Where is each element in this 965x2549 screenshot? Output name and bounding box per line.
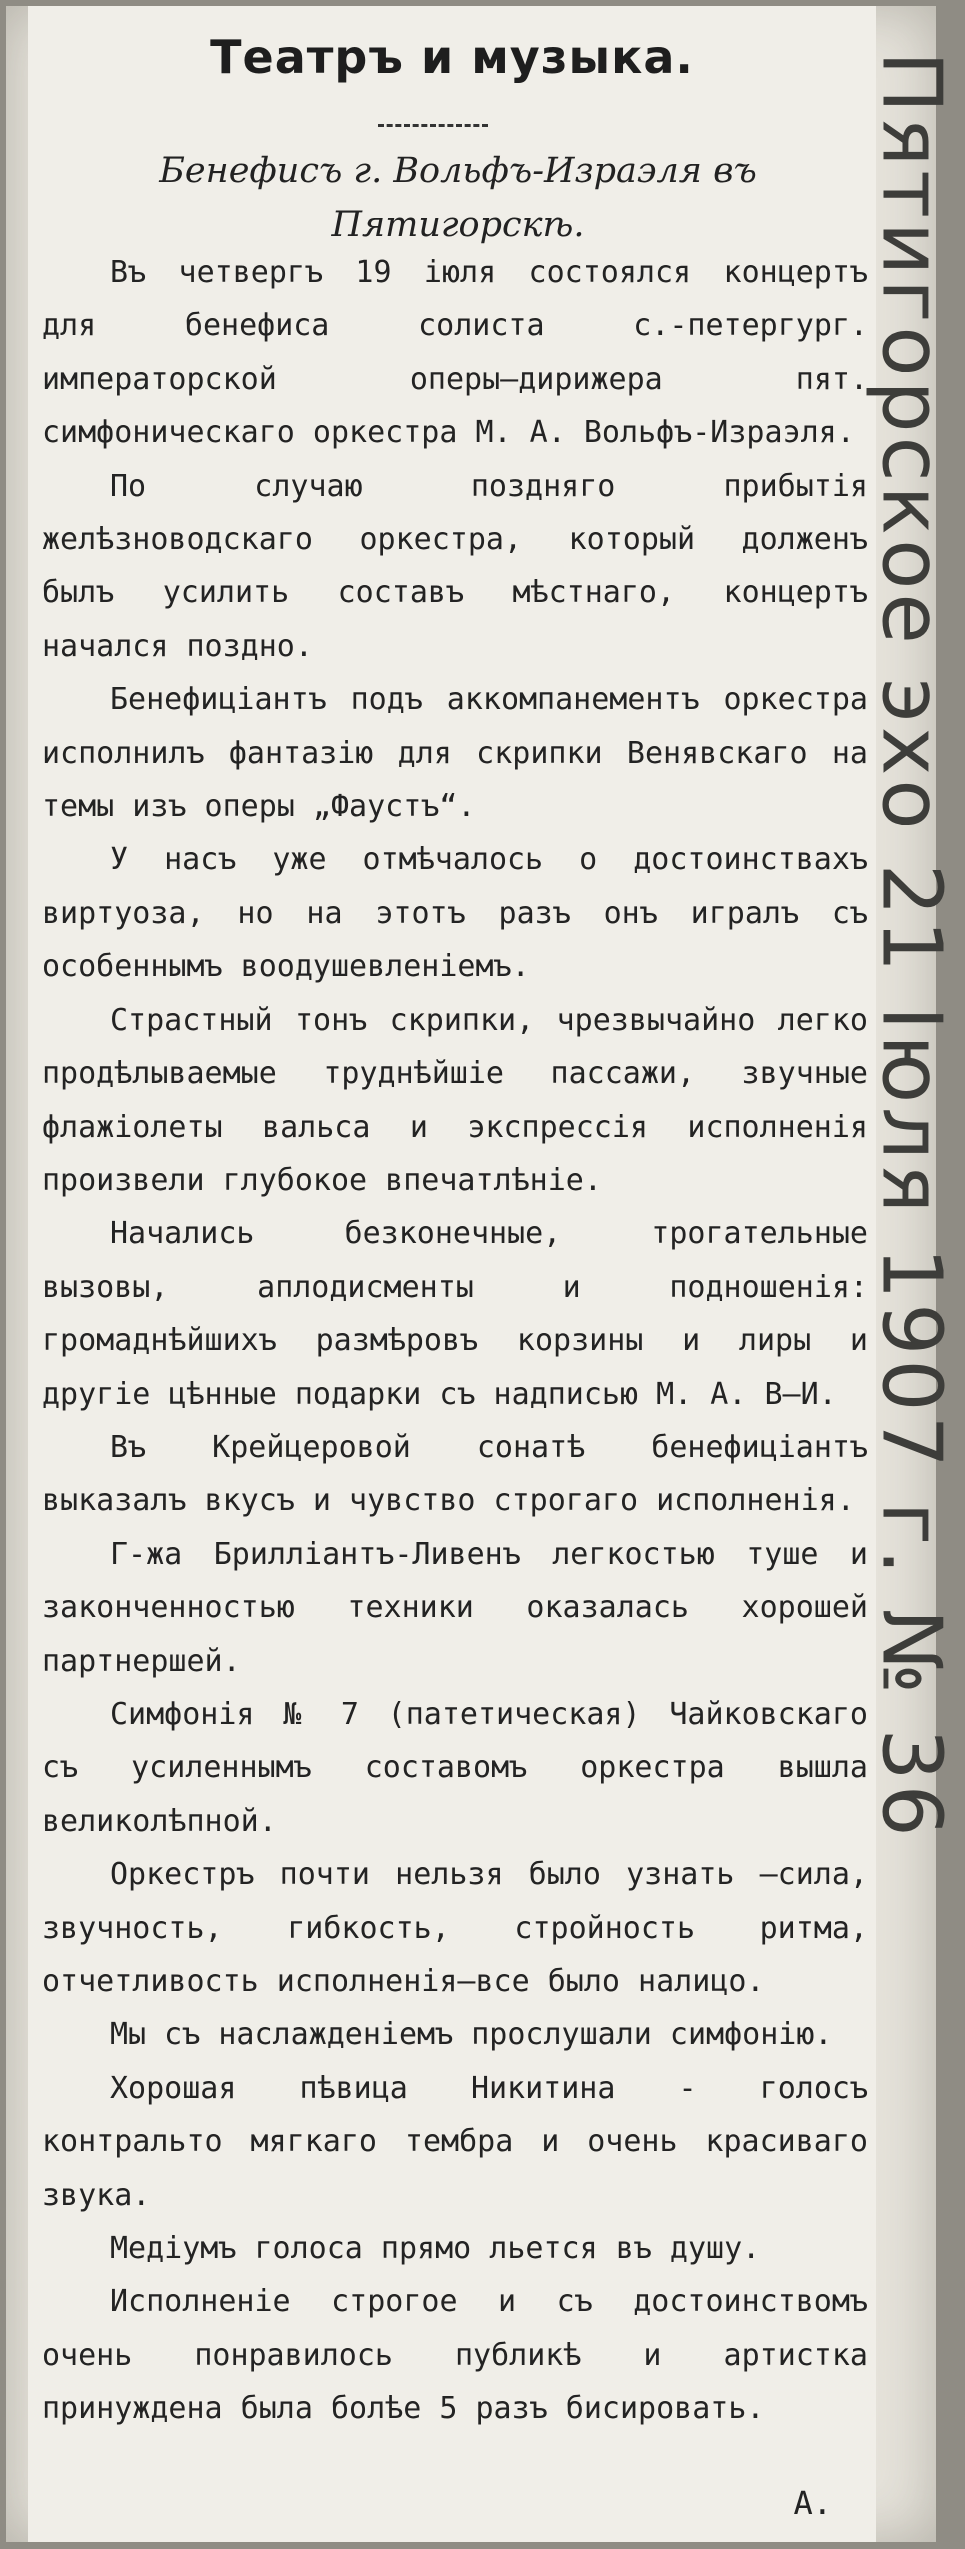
paragraph-4: У насъ уже отмѣчалось о достоинствахъ виртуоза, но на этотъ разъ онъ игралъ съ особеннымъ воодушевленіемъ. [42, 842, 868, 985]
paragraph-10: Оркестръ почти нельзя было узнать —сила, звучность, гибкость, стройность ритма, отчетливость исполненія—все было налицо. [42, 1857, 868, 1999]
paragraph-6: Начались безконечные, трогательные вызовы, аплодисменты и подношенія: громаднѣйшихъ размѣровъ корзины и лиры и другіе цѣнные подарки съ надписью М. А. В—И. [42, 1216, 868, 1412]
paragraph-2: По случаю поздняго прибытія желѣзноводскаго оркестра, который долженъ былъ усилить составъ мѣстнаго, концертъ начался поздно. [42, 468, 868, 664]
handwritten-source-note: Пятигорское эхо 21 Іюля 1907 г. № 36 [863, 51, 959, 1841]
paragraph-5: Страстный тонъ скрипки, чрезвычайно легко продѣлываемые труднѣйшіе пассажи, звучные флажіолеты вальса и экспрессія исполненія произвели глубокое впечатлѣніе. [42, 1002, 868, 1198]
paragraph-11: Мы съ наслажденіемъ прослушали симфонію. [110, 2017, 833, 2053]
heading-divider [378, 124, 488, 127]
newspaper-clipping [28, 6, 876, 2542]
paragraph-8: Г-жа Брилліантъ-Ливенъ легкостью туше и законченностью техники оказалась хорошей партнершей. [42, 1536, 868, 1679]
paragraph-9: Симфонія № 7 (патетическая) Чайковскаго съ усиленнымъ составомъ оркестра вышла великолѣпной. [42, 1696, 868, 1839]
author-signature: А. [793, 2484, 832, 2522]
newspaper-sheet [6, 6, 959, 2542]
paragraph-3: Бенефиціантъ подъ аккомпанементъ оркестра исполнилъ фантазію для скрипки Венявскаго на темы изъ оперы „Фаустъ“. [42, 682, 868, 825]
paragraph-12: Хорошая пѣвица Никитина - голосъ контральто мягкаго тембра и очень красиваго звука. [42, 2070, 868, 2213]
paragraph-13: Медіумъ голоса прямо льется въ душу. [110, 2231, 761, 2267]
paragraph-1: Въ четвергъ 19 іюля состоялся концертъ для бенефиса солиста с.-петергург. императорской оперы—дирижера пят. симфоническаго оркестра М. А. Вольфъ-Израэля. [42, 255, 868, 451]
article-body [42, 246, 868, 2436]
article-subtitle: Бенефисъ г. Вольфъ-Израэля въ Пятигорскѣ. [159, 151, 757, 245]
paragraph-14: Исполненіе строгое и съ достоинствомъ очень понравилось публикѣ и артистка принуждена была болѣе 5 разъ бисировать. [42, 2284, 868, 2427]
section-heading: Театръ и музыка. [210, 30, 694, 84]
paragraph-7: Въ Крейцеровой сонатѣ бенефиціантъ выказалъ вкусъ и чувство строгаго исполненія. [42, 1429, 868, 1519]
